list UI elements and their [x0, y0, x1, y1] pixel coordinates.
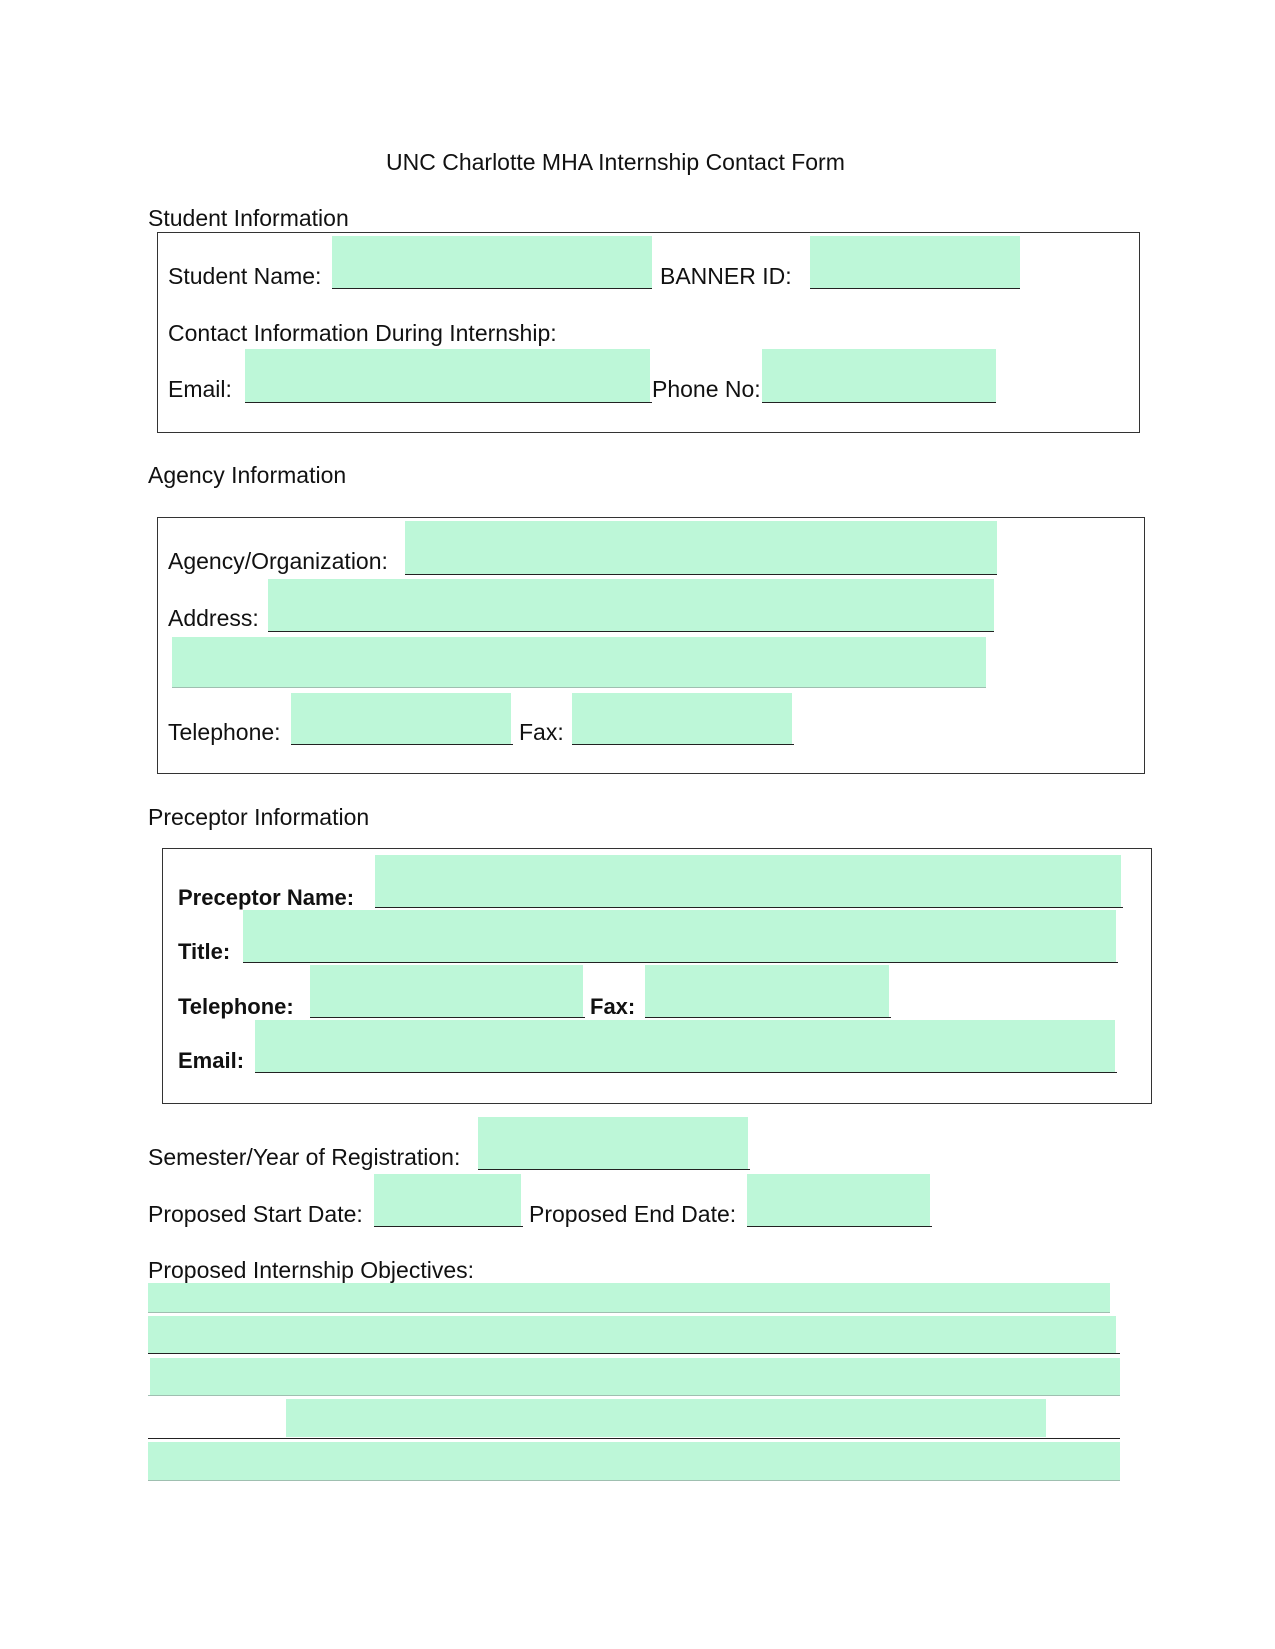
agency-address-label: Address: [168, 605, 259, 631]
banner-id-field[interactable] [810, 236, 1020, 288]
student-email-underline [245, 402, 652, 403]
objectives-line-1[interactable] [148, 1283, 1110, 1312]
student-phone-underline [762, 402, 996, 403]
semester-year-field[interactable] [478, 1117, 748, 1169]
agency-address-line2-field[interactable] [172, 637, 986, 687]
student-name-label: Student Name: [168, 263, 322, 289]
semester-year-underline [478, 1169, 750, 1170]
objectives-line-3[interactable] [150, 1358, 1120, 1395]
page-title: UNC Charlotte MHA Internship Contact Form [386, 149, 845, 175]
preceptor-fax-label: Fax: [590, 994, 636, 1019]
banner-id-underline [810, 288, 1020, 289]
agency-org-field[interactable] [405, 521, 997, 574]
student-name-underline [332, 288, 652, 289]
preceptor-name-field[interactable] [375, 855, 1121, 907]
student-name-field[interactable] [332, 236, 652, 288]
agency-address-line2-underline [172, 687, 986, 688]
agency-telephone-underline [291, 744, 513, 745]
end-date-label: Proposed End Date: [529, 1201, 737, 1227]
contact-during-internship-label: Contact Information During Internship: [168, 320, 557, 346]
student-phone-field[interactable] [762, 349, 996, 402]
objectives-label: Proposed Internship Objectives: [148, 1257, 475, 1283]
start-date-field[interactable] [374, 1174, 521, 1226]
agency-org-underline [405, 574, 997, 575]
student-email-label: Email: [168, 376, 232, 402]
preceptor-section-heading: Preceptor Information [148, 804, 370, 830]
preceptor-title-label: Title: [178, 939, 231, 964]
objectives-line-5-underline [148, 1480, 1120, 1481]
agency-telephone-field[interactable] [291, 693, 511, 744]
preceptor-title-underline [243, 962, 1118, 963]
agency-telephone-label: Telephone: [168, 719, 281, 745]
agency-section-heading: Agency Information [148, 462, 347, 488]
end-date-field[interactable] [747, 1174, 930, 1226]
preceptor-fax-underline [645, 1017, 891, 1018]
agency-org-label: Agency/Organization: [168, 548, 388, 574]
preceptor-email-label: Email: [178, 1048, 245, 1073]
preceptor-email-field[interactable] [255, 1020, 1115, 1072]
objectives-line-1-underline [148, 1312, 1110, 1313]
agency-address-field[interactable] [268, 579, 994, 631]
preceptor-telephone-underline [310, 1017, 585, 1018]
end-date-underline [747, 1226, 932, 1227]
student-section-heading: Student Information [148, 205, 349, 231]
agency-fax-label: Fax: [519, 719, 564, 745]
preceptor-telephone-field[interactable] [310, 965, 583, 1017]
preceptor-telephone-label: Telephone: [178, 994, 294, 1019]
objectives-line-4[interactable] [286, 1399, 1046, 1437]
objectives-line-2-underline [148, 1353, 1120, 1354]
objectives-line-5[interactable] [148, 1442, 1120, 1480]
student-phone-label: Phone No: [652, 376, 761, 402]
start-date-label: Proposed Start Date: [148, 1201, 363, 1227]
preceptor-email-underline [255, 1072, 1117, 1073]
preceptor-name-label: Preceptor Name: [178, 885, 355, 910]
banner-id-label: BANNER ID: [660, 263, 792, 289]
preceptor-title-field[interactable] [243, 910, 1116, 962]
agency-address-underline [268, 631, 994, 632]
agency-fax-field[interactable] [572, 693, 792, 744]
preceptor-name-underline [375, 907, 1123, 908]
objectives-line-3-underline [148, 1395, 1120, 1396]
preceptor-fax-field[interactable] [645, 965, 889, 1017]
objectives-line-2[interactable] [148, 1316, 1116, 1353]
semester-year-label: Semester/Year of Registration: [148, 1144, 461, 1170]
agency-fax-underline [572, 744, 794, 745]
student-email-field[interactable] [245, 349, 650, 402]
start-date-underline [374, 1226, 523, 1227]
objectives-line-4-underline [148, 1438, 1120, 1439]
